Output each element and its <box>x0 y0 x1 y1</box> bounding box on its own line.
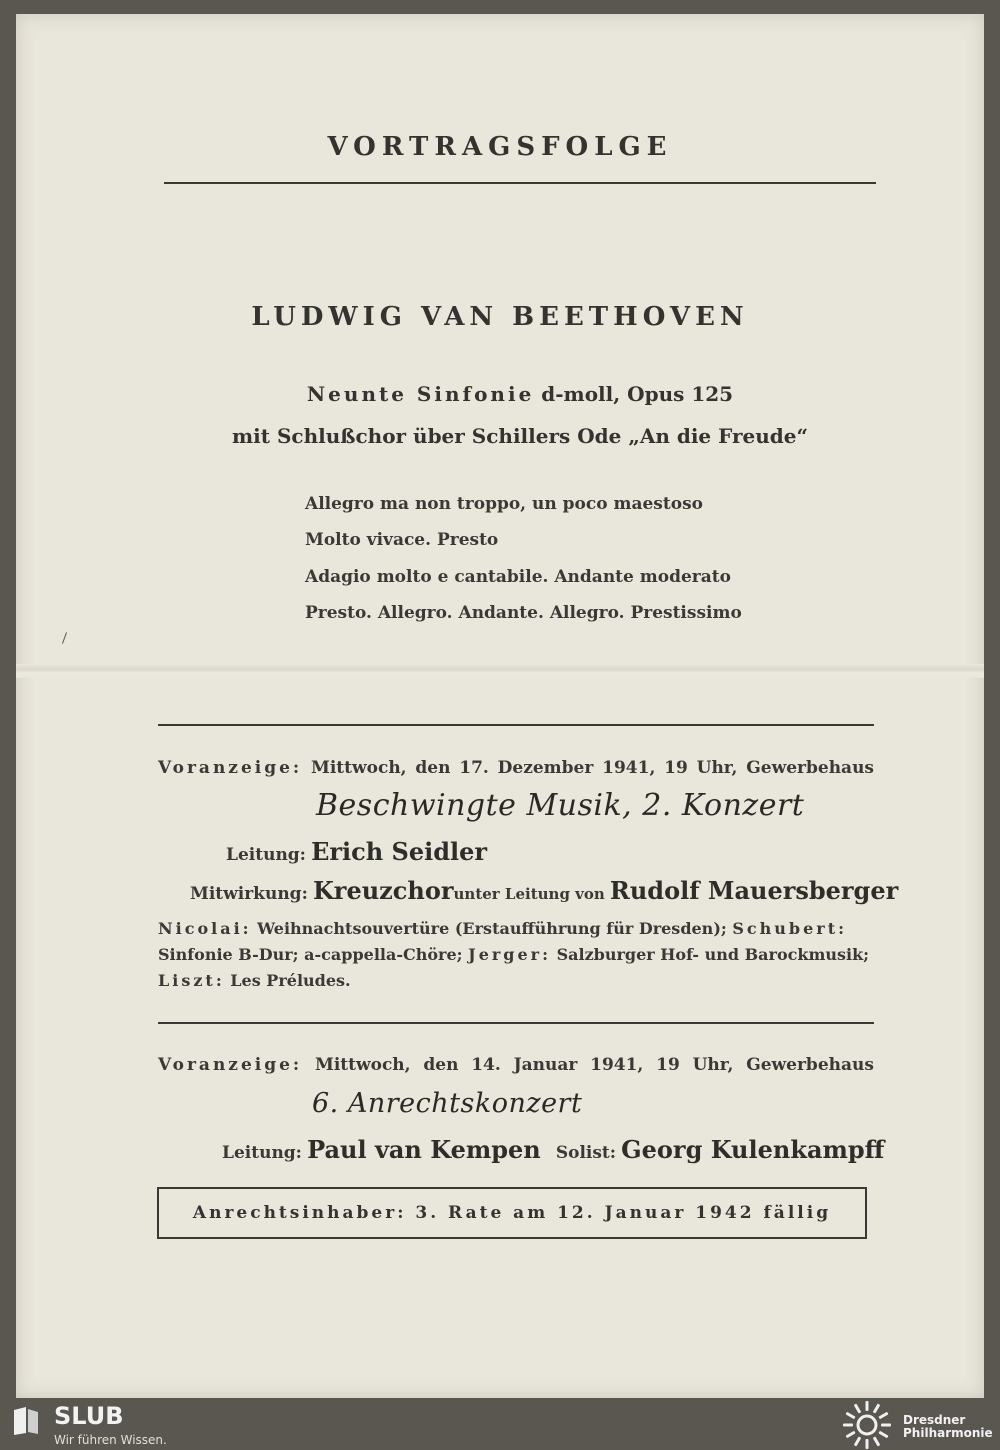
program-text: Weihnachtsouvertüre (Erstaufführung für Dresden); <box>251 919 733 938</box>
paper-fold <box>16 664 984 678</box>
mitwirkung-label: Mitwirkung: <box>190 884 308 904</box>
announcement-1-title: Beschwingte Musik, 2. Konzert <box>316 788 805 823</box>
announcement-2-venue: Gewerbehaus <box>746 1055 874 1075</box>
announcement-1-venue: Gewerbehaus <box>746 758 874 778</box>
section-divider-2 <box>158 1022 874 1024</box>
philharmonie-logo-text <box>903 1414 993 1440</box>
program-composer: Schubert: <box>732 919 848 938</box>
announcement-1-date-word: 19 <box>664 758 688 778</box>
announcement-2-line <box>158 1055 874 1075</box>
leitung-label: Leitung: <box>226 845 306 865</box>
composer-name: LUDWIG VAN BEETHOVEN <box>251 302 749 332</box>
announcement-2-label: Voranzeige: <box>158 1055 303 1075</box>
subscriber-notice: Anrechtsinhaber: 3. Rate am 12. Januar 1942 fällig <box>157 1187 867 1239</box>
program-composer: Jerger: <box>468 945 552 964</box>
announcement-1-label: Voranzeige: <box>158 758 303 778</box>
program-line-1 <box>158 916 874 942</box>
leitung-label: Leitung: <box>222 1143 302 1163</box>
announcement-2-title: 6. Anrechtskonzert <box>312 1088 583 1119</box>
announcement-1-date-word: Uhr, <box>696 758 738 778</box>
announcement-2-date-word: Uhr, <box>692 1055 734 1075</box>
mitwirkung-connector: unter Leitung von <box>453 885 605 903</box>
announcement-1-program <box>158 916 874 994</box>
conductor-name: Erich Seidler <box>311 837 488 866</box>
movement-3: Adagio molto e cantabile. Andante moderato <box>305 567 731 587</box>
announcement-1-date-word: 17. <box>459 758 489 778</box>
announcement-2-date-word: Mittwoch, <box>315 1055 411 1075</box>
announcement-2-date-word: den <box>423 1055 459 1075</box>
philharmonie-logo-icon <box>842 1400 892 1450</box>
announcement-1-line <box>158 758 874 778</box>
announcement-1-date-word: Mittwoch, <box>311 758 407 778</box>
announcement-2-date-word: 1941, <box>590 1055 644 1075</box>
program-composer: Nicolai: <box>158 919 252 938</box>
announcement-2-date-word: Januar <box>513 1055 578 1075</box>
announcement-1-date-word: 1941, <box>602 758 656 778</box>
program-sheet <box>16 14 984 1398</box>
program-text: Les Préludes. <box>224 971 351 990</box>
work-title-spaced: Neunte Sinfonie <box>306 382 535 406</box>
conductor-name: Paul van Kempen <box>307 1135 541 1164</box>
choir-name: Kreuzchor <box>312 876 454 905</box>
program-line-3 <box>158 968 874 994</box>
announcement-2-date-word: 19 <box>656 1055 680 1075</box>
announcement-1-date-word: Dezember <box>497 758 594 778</box>
work-title <box>16 382 1000 406</box>
program-composer: Liszt: <box>158 971 225 990</box>
announcement-1-leitung <box>226 837 487 866</box>
partner-line-2: Philharmonie <box>903 1426 993 1440</box>
title-divider <box>164 182 876 184</box>
solist-label: Solist: <box>555 1143 617 1163</box>
announcement-2-date-word: 14. <box>471 1055 501 1075</box>
movement-1: Allegro ma non troppo, un poco maestoso <box>305 494 703 514</box>
movement-2: Molto vivace. Presto <box>305 530 499 550</box>
program-line-2 <box>158 942 874 968</box>
soloist-name: Georg Kulenkampff <box>621 1135 885 1164</box>
work-subtitle: mit Schlußchor über Schillers Ode „An die Freude“ <box>232 424 808 448</box>
section-divider-1 <box>158 724 874 726</box>
slub-logo-icon <box>12 1406 40 1436</box>
announcement-1-date-word: den <box>415 758 451 778</box>
partner-line-1: Dresdner <box>903 1413 966 1427</box>
footer-bar <box>0 1398 1000 1450</box>
slub-tagline: Wir führen Wissen. <box>54 1433 167 1447</box>
movement-4: Presto. Allegro. Andante. Allegro. Prestissimo <box>305 603 742 623</box>
pencil-mark <box>62 632 67 644</box>
program-text: Salzburger Hof- und Barockmusik; <box>551 945 870 964</box>
work-title-rest: d-moll, Opus 125 <box>534 382 734 406</box>
choir-conductor-name: Rudolf Mauersberger <box>609 876 899 905</box>
announcement-2-credits <box>222 1135 884 1164</box>
announcement-1-mitwirkung <box>190 876 898 905</box>
page-title: VORTRAGSFOLGE <box>327 132 673 162</box>
slub-logo-text: SLUB <box>54 1402 124 1430</box>
program-text: Sinfonie B-Dur; a-cappella-Chöre; <box>158 945 469 964</box>
